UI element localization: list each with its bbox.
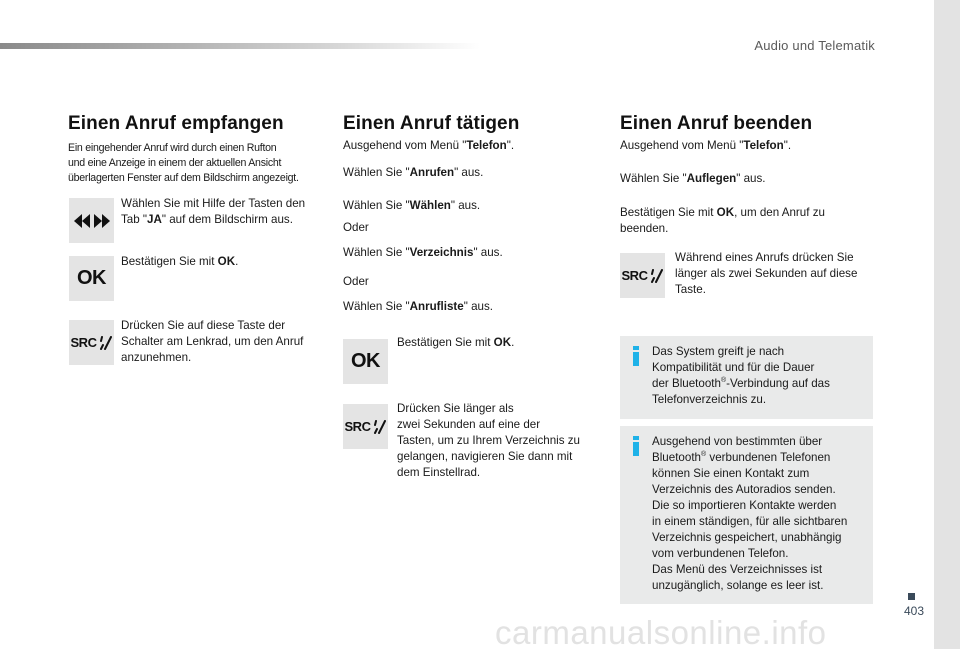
bold-term: OK bbox=[716, 206, 735, 219]
section-title: Audio und Telematik bbox=[754, 38, 875, 53]
ok-label: OK bbox=[351, 350, 380, 372]
src-phone-icon bbox=[343, 404, 388, 449]
end-p1 bbox=[620, 138, 791, 154]
text-span: " aus. bbox=[463, 300, 493, 313]
phone-handset-icon bbox=[372, 420, 386, 434]
text-span: Ausgehend vom Menü " bbox=[620, 139, 744, 152]
text-span: " aus. bbox=[473, 246, 503, 259]
text-span: Tab " bbox=[121, 213, 148, 226]
note-line bbox=[652, 450, 847, 466]
make-oder-1: Oder bbox=[343, 221, 369, 234]
step-line: Während eines Anrufs drücken Sie bbox=[675, 251, 854, 264]
phone-handset-icon bbox=[98, 336, 112, 350]
bold-term: OK bbox=[493, 336, 512, 349]
note-line: Verzeichnis des Autoradios senden. bbox=[652, 483, 836, 496]
receive-step-select bbox=[121, 196, 305, 228]
step-line: Wählen Sie mit Hilfe der Tasten den bbox=[121, 197, 306, 210]
text-span: Wählen Sie " bbox=[620, 172, 687, 185]
info-icon bbox=[632, 436, 640, 456]
heading-make-call: Einen Anruf tätigen bbox=[343, 113, 520, 134]
arrows-icon bbox=[69, 198, 114, 243]
note-line: Das Menü des Verzeichnisses ist bbox=[652, 563, 823, 576]
src-label: SRC bbox=[70, 335, 97, 350]
src-label: SRC bbox=[621, 268, 648, 283]
step-line: anzunehmen. bbox=[121, 351, 192, 364]
page-number-marker bbox=[908, 593, 915, 600]
make-step-directory bbox=[397, 401, 580, 481]
step-line: Drücken Sie länger als bbox=[397, 402, 514, 415]
intro-line: Ein eingehender Anruf wird durch einen Rufton bbox=[68, 142, 277, 154]
text-span: verbundenen Telefonen bbox=[706, 451, 831, 464]
info-note-contacts bbox=[620, 426, 873, 604]
note-line: vom verbundenen Telefon. bbox=[652, 547, 789, 560]
make-p1 bbox=[343, 138, 514, 154]
bold-term: OK bbox=[217, 255, 236, 268]
step-line: dem Einstellrad. bbox=[397, 466, 481, 479]
text-span: Ausgehend vom Menü " bbox=[343, 139, 467, 152]
make-p3 bbox=[343, 198, 480, 214]
end-p2 bbox=[620, 171, 766, 187]
ok-button-icon bbox=[343, 339, 388, 384]
text-span: Wählen Sie " bbox=[343, 166, 410, 179]
note-line: Das System greift je nach bbox=[652, 345, 785, 358]
bold-term: Anrufliste bbox=[409, 300, 464, 313]
text-span: Wählen Sie " bbox=[343, 300, 410, 313]
text-span: " aus. bbox=[450, 199, 481, 212]
step-line: zwei Sekunden auf eine der bbox=[397, 418, 541, 431]
bold-term: Telefon bbox=[466, 139, 507, 152]
heading-end-call: Einen Anruf beenden bbox=[620, 113, 813, 134]
header-gradient-bar bbox=[0, 43, 480, 49]
text-span: der Bluetooth bbox=[652, 377, 721, 390]
registered-mark: ® bbox=[720, 377, 727, 385]
bold-term: Wählen bbox=[409, 199, 451, 212]
bold-term: JA bbox=[147, 213, 162, 226]
note-text bbox=[652, 434, 847, 594]
step-line: beenden. bbox=[620, 222, 669, 235]
step-line: länger als zwei Sekunden auf diese bbox=[675, 267, 858, 280]
bold-term: Verzeichnis bbox=[409, 246, 474, 259]
note-line: können Sie einen Kontakt zum bbox=[652, 467, 810, 480]
make-p2 bbox=[343, 165, 483, 181]
bold-term: Anrufen bbox=[409, 166, 455, 179]
intro-line: überlagerten Fenster auf dem Bildschirm angezeigt. bbox=[68, 172, 299, 184]
step-line: Schalter am Lenkrad, um den Anruf bbox=[121, 335, 304, 348]
bold-term: Auflegen bbox=[686, 172, 737, 185]
text-span: , um den Anruf zu bbox=[734, 206, 825, 219]
text-span: ". bbox=[783, 139, 792, 152]
src-phone-icon bbox=[69, 320, 114, 365]
registered-mark: ® bbox=[701, 451, 707, 459]
text-span: " aus. bbox=[454, 166, 484, 179]
make-oder-2: Oder bbox=[343, 275, 369, 288]
text-span: " aus. bbox=[736, 172, 766, 185]
receive-intro bbox=[68, 141, 299, 186]
step-line bbox=[121, 212, 305, 228]
step-line: Tasten, um zu Ihrem Verzeichnis zu bbox=[397, 434, 581, 447]
ok-button-icon bbox=[69, 256, 114, 301]
text-span: . bbox=[511, 336, 515, 349]
info-icon bbox=[632, 346, 640, 366]
text-span: Bestätigen Sie mit bbox=[620, 206, 717, 219]
make-step-confirm bbox=[397, 335, 514, 351]
text-span: Wählen Sie " bbox=[343, 246, 410, 259]
make-p4 bbox=[343, 245, 503, 261]
ok-label: OK bbox=[77, 267, 106, 289]
note-line: in einem ständigen, für alle sichtbaren bbox=[652, 515, 848, 528]
step-line: Drücken Sie auf diese Taste der bbox=[121, 319, 286, 332]
end-p3 bbox=[620, 205, 825, 237]
text-span: Bestätigen Sie mit bbox=[397, 336, 494, 349]
intro-line: und eine Anzeige in einem der aktuellen Ansicht bbox=[68, 157, 282, 169]
text-span: -Verbindung auf das bbox=[726, 377, 830, 390]
end-step-hangup bbox=[675, 250, 857, 298]
text-span: ". bbox=[506, 139, 515, 152]
src-glyph bbox=[345, 419, 387, 434]
text-span: Wählen Sie " bbox=[343, 199, 410, 212]
note-line: Ausgehend von bestimmten über bbox=[652, 435, 823, 448]
text-span: Bluetooth bbox=[652, 451, 701, 464]
note-line: Kompatibilität und für die Dauer bbox=[652, 361, 815, 374]
page-edge-strip bbox=[934, 0, 960, 649]
text-span: . bbox=[235, 255, 239, 268]
watermark: carmanualsonline.info bbox=[495, 614, 827, 649]
step-line: gelangen, navigieren Sie dann mit bbox=[397, 450, 573, 463]
text-span: " auf dem Bildschirm aus. bbox=[161, 213, 293, 226]
page-number: 403 bbox=[903, 604, 924, 618]
note-line: unzugänglich, solange es leer ist. bbox=[652, 579, 824, 592]
make-p5 bbox=[343, 299, 493, 315]
bold-term: Telefon bbox=[743, 139, 784, 152]
src-label: SRC bbox=[344, 419, 371, 434]
heading-receive-call: Einen Anruf empfangen bbox=[68, 113, 284, 134]
phone-handset-icon bbox=[649, 269, 663, 283]
src-glyph bbox=[71, 335, 113, 350]
step-line bbox=[620, 205, 825, 221]
info-note-compatibility bbox=[620, 336, 873, 419]
step-line: Taste. bbox=[675, 283, 706, 296]
note-line: Telefonverzeichnis zu. bbox=[652, 393, 767, 406]
receive-step-answer bbox=[121, 318, 303, 366]
src-phone-icon bbox=[620, 253, 665, 298]
note-line: Die so importieren Kontakte werden bbox=[652, 499, 837, 512]
receive-step-confirm bbox=[121, 254, 238, 270]
src-glyph bbox=[622, 268, 664, 283]
note-text bbox=[652, 344, 830, 408]
note-line: Verzeichnis gespeichert, unabhängig bbox=[652, 531, 842, 544]
note-line bbox=[652, 376, 830, 392]
text-span: Bestätigen Sie mit bbox=[121, 255, 218, 268]
